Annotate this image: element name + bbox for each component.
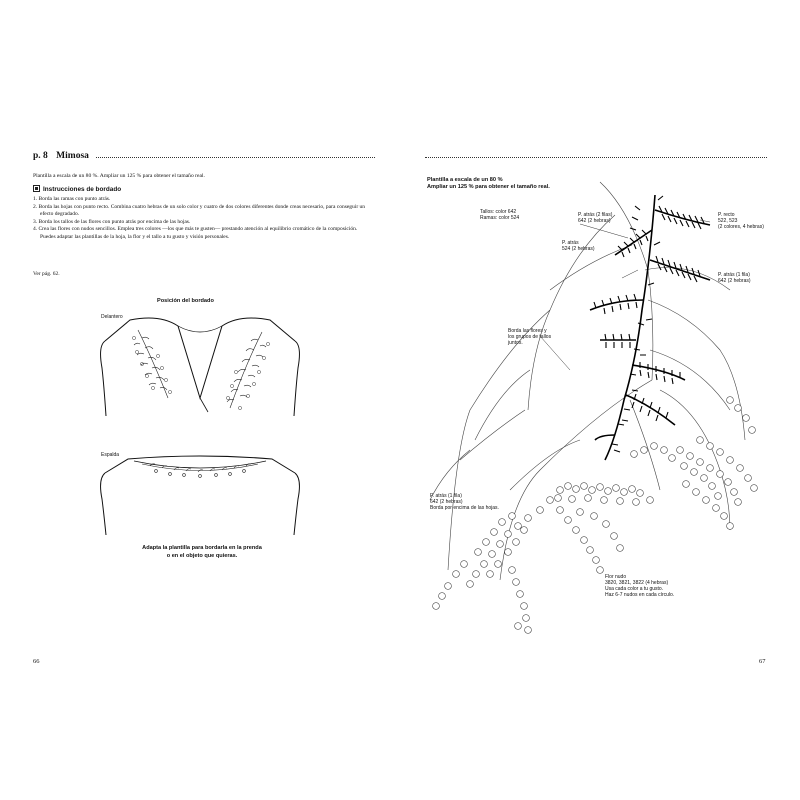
figure-caption-line: o en el objeto que quieras. bbox=[166, 553, 238, 559]
annotation-line: Ramas: color 524 bbox=[480, 215, 520, 221]
annotation-line: P. atrás bbox=[562, 240, 579, 246]
annotation-line: juntos. bbox=[508, 340, 523, 346]
annotation-line: 3820, 3821, 3822 (4 hebras) bbox=[605, 580, 669, 586]
figure-caption bbox=[122, 544, 282, 560]
backstitch-over-leaves-note bbox=[430, 493, 499, 511]
stems-note bbox=[480, 209, 519, 221]
backstitch-524-note bbox=[562, 240, 595, 252]
page-heading-title: Mimosa bbox=[56, 151, 89, 161]
section-title bbox=[33, 185, 121, 193]
annotation-line: Tallos: color 642 bbox=[480, 209, 517, 215]
instruction-list bbox=[33, 196, 371, 241]
annotation-line: Usa cada color a tu gusto. bbox=[605, 586, 664, 592]
annotation-line: Borda las flores y bbox=[508, 328, 547, 334]
section-title-text: Instrucciones de bordado bbox=[43, 186, 122, 193]
annotation-line: P. atrás (1 fila) bbox=[718, 272, 750, 278]
annotation-line: 642 (2 hebras) bbox=[578, 218, 611, 224]
scale-note: Plantilla a escala de un 80 %. Ampliar un 125 % para obtener el tamaño real. bbox=[33, 173, 205, 179]
annotation-line: 522, 523 bbox=[718, 218, 738, 224]
annotation-line: 524 (2 hebras) bbox=[562, 246, 595, 252]
annotation-line: Borda por encima de las hojas. bbox=[430, 505, 499, 511]
french-knot-note bbox=[605, 574, 674, 598]
square-bullet-icon bbox=[33, 185, 40, 192]
instruction-step: 2. Borda las hojas con punto recto. Combina cuatro hebras de un solo color y cuatro de dos colores diferentes donde creas necesario, para conseguir un efecto degradado. bbox=[33, 203, 366, 217]
front-garment-illustration bbox=[90, 308, 310, 438]
figure-caption-line: Adapta la plantilla para bordarla en la prenda bbox=[142, 545, 262, 551]
annotation-line: Flor nudo bbox=[605, 574, 627, 580]
instruction-step: 3. Borda los tallos de las flores con punto atrás por encima de las hojas. bbox=[33, 218, 191, 225]
annotation-line: P. atrás (1 fila) bbox=[430, 493, 462, 499]
backstitch-two-rows-note bbox=[578, 212, 612, 224]
folio-left: 66 bbox=[33, 658, 40, 665]
scale-note-line: Plantilla a escala de un 80 % bbox=[427, 177, 503, 183]
back-garment-illustration bbox=[90, 455, 310, 535]
scale-note-line: Ampliar un 125 % para obtener el tamaño real. bbox=[427, 184, 550, 190]
figure-title: Posición del bordado bbox=[157, 298, 214, 304]
flowers-together-note bbox=[508, 328, 551, 346]
annotation-line: Haz 6-7 nudos en cada círculo. bbox=[605, 592, 675, 598]
page-heading-number: p. 8 bbox=[33, 151, 48, 161]
annotation-line: 642 (2 hebras) bbox=[718, 278, 751, 284]
folio-right: 67 bbox=[759, 658, 766, 665]
annotation-line: los grupos de tallos bbox=[508, 334, 552, 340]
instruction-step: 4. Crea las flores con nudos sencillos. Emplea tres colores —los que más te gusten— prestando atención al equilibrio cromático de la composición. Puedes adaptar las plantillas de la hoja, la flor y el tallo a tu gusto y visión personales. bbox=[33, 226, 358, 240]
annotation-line: P. atrás (2 filas) bbox=[578, 212, 613, 218]
annotation-line: 642 (2 hebras) bbox=[430, 499, 463, 505]
instruction-step: 1. Borda las ramas con punto atrás. bbox=[33, 196, 111, 202]
front-label: Delantero bbox=[101, 314, 123, 320]
page-heading bbox=[33, 151, 95, 161]
annotation-line: P. recto bbox=[718, 212, 735, 218]
back-label: Espalda bbox=[101, 452, 120, 458]
straight-stitch-note bbox=[718, 212, 764, 230]
see-page-reference: Ver pág. 62. bbox=[33, 271, 60, 277]
right-page bbox=[400, 0, 800, 800]
annotation-line: (2 colores, 4 hebras) bbox=[718, 224, 764, 230]
backstitch-one-row-note bbox=[718, 272, 751, 284]
